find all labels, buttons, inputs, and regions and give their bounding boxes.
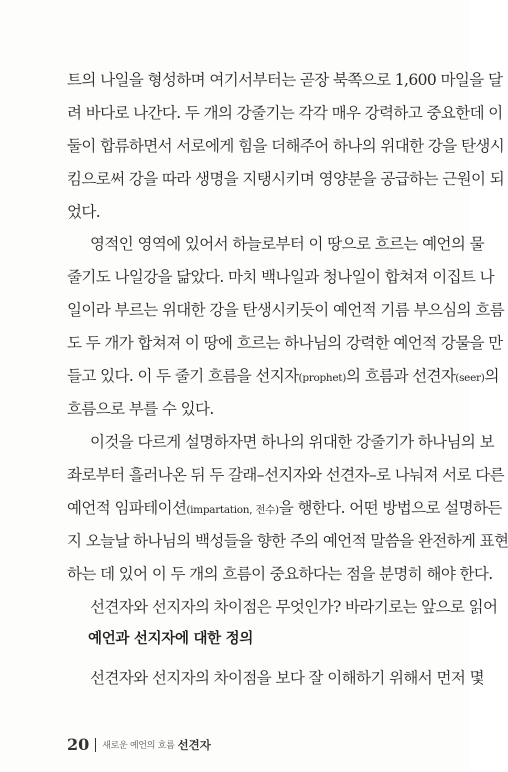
text-line: 도 두 개가 합쳐져 이 땅에 흐르는 하나님의 강력한 예언적 강물을 만: [67, 334, 503, 352]
term-gloss: (impartation, 전수): [186, 504, 279, 516]
text-run: 을 행한다. 어떤 방법으로 설명하든: [278, 499, 502, 517]
term-prophet-and-seer: 선지자와 선견자: [263, 466, 369, 484]
text-line: 트의 나일을 형성하며 여기서부터는 곧장 북쪽으로 1,600 마일을 달: [67, 71, 503, 89]
text-line: 일이라 부르는 위대한 강을 탄생시키듯이 예언적 기름 부으심의 흐름: [67, 301, 505, 319]
text-line: [67, 498, 502, 520]
text-run: 의 흐름과: [346, 367, 413, 385]
term-seer: 선견자: [412, 367, 456, 385]
section-heading: 예언과 선지자에 대한 정의: [88, 631, 254, 647]
text-line: 었다.: [67, 203, 101, 221]
page-footer: [67, 735, 211, 754]
text-run: –로 나눠져 서로 다른: [368, 466, 505, 484]
text-line: 영적인 영역에 있어서 하늘로부터 이 땅으로 흐르는 예언의 물: [90, 235, 484, 253]
text-line: 선견자와 선지자의 차이점은 무엇인가? 바라기로는 앞으로 읽어: [90, 598, 498, 616]
text-line: 줄기도 나일강을 닮았다. 마치 백나일과 청나일이 합쳐져 이집트 나: [67, 268, 495, 286]
text-line: 지 오늘날 하나님의 백성들을 향한 주의 예언적 말씀을 완전하게 표현: [67, 532, 508, 550]
term-gloss: (prophet): [298, 372, 347, 384]
text-run: 좌로부터 흘러나온 뒤 두 갈래–: [67, 466, 264, 484]
page-number: 20: [67, 735, 90, 754]
running-chapter-title: 선견자: [177, 737, 211, 752]
footer-divider: [95, 738, 96, 752]
text-run: 들고 있다. 이 두 줄기 흐름을: [67, 367, 256, 385]
text-line: 하는 데 있어 이 두 개의 흐름이 중요하다는 점을 분명히 해야 한다.: [67, 565, 493, 583]
text-line: 둘이 합류하면서 서로에게 힘을 더해주어 하나의 위대한 강을 탄생시: [67, 137, 505, 155]
running-book-title: 새로운 예언의 흐름: [102, 741, 175, 751]
text-run: 예언적 임파테이션: [67, 499, 187, 517]
text-line: [67, 366, 499, 388]
text-line: 킴으로써 강을 따라 생명을 지탱시키며 영양분을 공급하는 근원이 되: [67, 170, 505, 188]
term-prophet: 선지자: [255, 367, 299, 385]
text-line: 선견자와 선지자의 차이점을 보다 잘 이해하기 위해서 먼저 몇: [90, 669, 484, 687]
term-gloss: (seer): [455, 372, 485, 384]
text-line: 이것을 다르게 설명하자면 하나의 위대한 강줄기가 하나님의 보: [90, 433, 494, 451]
text-line: 흐름으로 부를 수 있다.: [67, 400, 214, 418]
text-line: 려 바다로 나간다. 두 개의 강줄기는 각각 매우 강력하고 중요한데 이: [67, 104, 503, 122]
text-line: [67, 465, 505, 485]
text-run: 의: [484, 367, 499, 385]
